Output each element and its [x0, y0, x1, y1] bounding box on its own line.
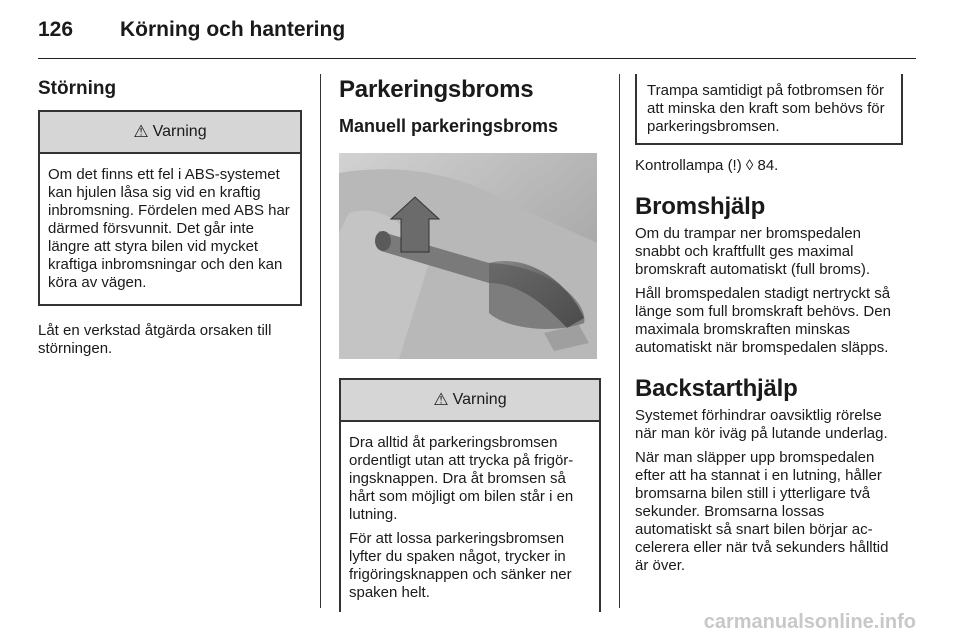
column-divider-1 [320, 74, 321, 608]
warning-box-abs [38, 110, 302, 306]
control-lamp-page: 84. [757, 157, 779, 174]
bromshjalp-text-2: Håll bromspedalen stadigt nertryckt så länge som full bromskraft behövs. Den maximala bromskraften minskas automatiskt när bromspedalen släpps. [635, 285, 891, 356]
warning-text-2: För att lossa parkeringsbromsen lyfter du spaken något, trycker in frigöringsknappen och sänker ner spaken helt. [349, 530, 572, 601]
control-lamp-reference [635, 157, 903, 175]
bromshjalp-text-1: Om du trampar ner bromspedalen snabbt och kraftfullt ges maximal bromskraft automatiskt (full broms). [635, 225, 871, 278]
section-title-parkeringsbroms: Parkeringsbroms [339, 76, 534, 103]
warning-header [341, 380, 599, 422]
warning-triangle-icon: ⚠ [433, 390, 449, 409]
warning-box-continued [635, 74, 903, 145]
body-text: Låt en verkstad åtgärda orsaken till störningen. [38, 322, 272, 357]
subsection-title-manuell: Manuell parkeringsbroms [339, 116, 559, 136]
section-title-bromshjalp: Bromshjälp [635, 193, 766, 220]
column-2 [339, 74, 601, 612]
warning-box-parking [339, 378, 601, 612]
chapter-title: Körning och hantering [120, 18, 346, 41]
warning-text-continued: Trampa samtidigt på fotbromsen för att minska den kraft som behövs för parkeringsbromsen. [647, 82, 885, 135]
section-title-backstarthjalp: Backstarthjälp [635, 375, 798, 402]
handbrake-illustration [339, 153, 597, 359]
warning-title: Varning [452, 391, 507, 408]
column-3 [635, 74, 903, 581]
column-1 [38, 74, 302, 364]
warning-header [40, 112, 300, 154]
warning-triangle-icon: ⚠ [133, 122, 149, 141]
header-divider [38, 58, 916, 59]
column-divider-2 [619, 74, 620, 608]
warning-text-1: Dra alltid åt parkeringsbromsen ordentligt utan att trycka på frigöringsknappen. Dra åt bromsen så hårt som möjligt om bilen står i en lutning. [349, 434, 574, 523]
warning-body [341, 422, 599, 612]
brake-lamp-icon: (!) [727, 157, 742, 174]
warning-body [40, 154, 300, 304]
section-title-storning: Störning [38, 78, 117, 99]
page-ref-arrow-icon: ◊ [745, 157, 754, 174]
control-lamp-label: Kontrollampa [635, 157, 724, 174]
warning-text: Om det finns ett fel i ABS-systemet kan hjulen låsa sig vid en kraftig inbromsning. Fördelen med ABS har därmed försvunnit. Det går inte längre att styra bilen vid mycket kraftiga inbromsningar och den kan köra av vägen. [48, 166, 290, 291]
page-number: 126 [38, 18, 74, 41]
backstart-text-2: När man släpper upp bromspedalen efter att ha stannat i en lutning, håller bromsarna bilen still i ytterligare två sekunder. Bromsarna lossas automatiskt så snart bilen börjar accelerera eller när två sekunders hålltid är över. [635, 449, 889, 574]
page-header [38, 18, 345, 48]
backstart-text-1: Systemet förhindrar oavsiktlig rörelse när man kör iväg på lutande underlag. [635, 407, 888, 442]
warning-title: Varning [152, 123, 207, 140]
watermark: carmanualsonline.info [703, 611, 916, 633]
